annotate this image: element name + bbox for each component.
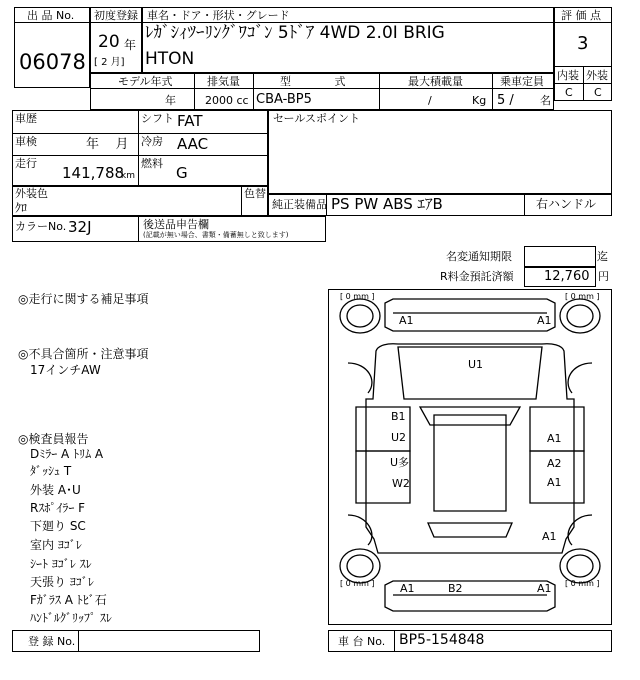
defects-title: ◎不具合箇所・注意事項 bbox=[18, 347, 149, 361]
color-number: 32J bbox=[68, 218, 92, 236]
documents-note: (記載が無い場合、書類・備蓄無しと致します) bbox=[143, 231, 289, 239]
transfer-deadline-unit: 迄 bbox=[597, 250, 608, 263]
mark-left-rear-door-2: W2 bbox=[392, 477, 410, 490]
mileage: 141,788 bbox=[62, 164, 125, 182]
chassis-number: BP5-154848 bbox=[399, 632, 485, 648]
interior-grade: C bbox=[565, 86, 573, 99]
equipment-label: 純正装備品 bbox=[272, 198, 327, 211]
driving-notes-title: ◎走行に関する補足事項 bbox=[18, 292, 149, 306]
inspector-item: Dﾐﾗｰ A ﾄﾘﾑ A bbox=[30, 447, 104, 461]
car-name: ﾚｶﾞｼｨﾂｰﾘﾝｸﾞﾜｺﾞﾝ 5ﾄﾞｱ 4WD 2.0I BRIG bbox=[145, 23, 445, 43]
inspector-item: ﾊﾝﾄﾞﾙｸﾞﾘｯﾌﾟ ｽﾚ bbox=[30, 611, 112, 625]
ac: AAC bbox=[177, 135, 209, 153]
inspector-item: ｼｰﾄ ﾖｺﾞﾚ ｽﾚ bbox=[30, 557, 92, 571]
tire-front-right-label: [ 0 mm ] bbox=[565, 292, 600, 301]
mileage-unit: km bbox=[121, 171, 135, 181]
lot-number: 06078 bbox=[19, 50, 86, 74]
inspector-item: Fｶﾞﾗｽ A ﾄﾋﾞ石 bbox=[30, 593, 107, 607]
capacity-label: 乗車定員 bbox=[500, 75, 544, 88]
recycle-fee-label: R料金預託済額 bbox=[440, 270, 514, 283]
max-load-value: / bbox=[428, 94, 432, 107]
exterior-color-label: 外装色 bbox=[15, 187, 48, 200]
exterior-grade: C bbox=[594, 86, 602, 99]
mark-right-rear-fender: A1 bbox=[542, 530, 557, 543]
inspector-item: Rｽﾎﾟｲﾗｰ F bbox=[30, 501, 86, 515]
inspector-item: 室内 ﾖｺﾞﾚ bbox=[30, 538, 82, 552]
tire-front-left-label: [ 0 mm ] bbox=[340, 292, 375, 301]
transfer-deadline-label: 名変通知期限 bbox=[446, 250, 512, 263]
lot-number-label: 出 品 No. bbox=[27, 9, 75, 22]
inspector-item: 外装 A･U bbox=[30, 483, 81, 497]
exterior-label: 外装 bbox=[586, 69, 608, 82]
score-label: 評 価 点 bbox=[561, 9, 601, 22]
tire-rear-right-label: [ 0 mm ] bbox=[565, 579, 600, 588]
mark-left-front-door-2: U2 bbox=[391, 431, 407, 444]
car-outline bbox=[328, 289, 612, 625]
interior-label: 内装 bbox=[557, 69, 579, 82]
mileage-label: 走行 bbox=[15, 157, 37, 170]
inspector-item: 天張り ﾖｺﾞﾚ bbox=[30, 575, 94, 589]
shift-label: シフト bbox=[141, 112, 174, 125]
car-name-label: 車名・ドア・形状・グレード bbox=[147, 9, 290, 22]
history-label: 車歴 bbox=[15, 112, 37, 125]
recycle-fee-unit: 円 bbox=[598, 270, 609, 283]
mark-front-bumper-right: A1 bbox=[537, 314, 552, 327]
year-unit: 年 bbox=[124, 38, 137, 52]
inspector-item: 下廻り SC bbox=[30, 519, 86, 533]
mark-left-rear-door: U多 bbox=[390, 456, 410, 469]
first-registration-label: 初度登録 bbox=[94, 9, 138, 22]
details-table bbox=[12, 110, 268, 186]
mark-rear-right: A1 bbox=[537, 582, 552, 595]
exterior-color: ｸﾛ bbox=[15, 201, 28, 215]
equipment: PS PW ABS ｴｱB bbox=[331, 195, 443, 213]
registration-number-label: 登 録 No. bbox=[28, 635, 76, 648]
score-value: 3 bbox=[577, 33, 589, 54]
mark-front-bumper-left: A1 bbox=[399, 314, 414, 327]
inspector-item: ﾀﾞｯｼｭ T bbox=[30, 464, 72, 478]
max-load-unit: Kg bbox=[472, 94, 487, 107]
color-number-label: カラーNo. bbox=[15, 220, 67, 233]
steering: 右ハンドル bbox=[536, 197, 597, 211]
inspector-report-title: ◎検査員報告 bbox=[18, 432, 89, 446]
mark-right-front-door: A1 bbox=[547, 432, 562, 445]
max-load-label: 最大積載量 bbox=[408, 75, 463, 88]
fuel-label: 燃料 bbox=[141, 157, 163, 170]
exterior-color-box bbox=[12, 186, 268, 216]
displacement-label: 排気量 bbox=[207, 75, 240, 88]
inspection-value: 年 月 bbox=[86, 137, 129, 152]
sales-points-label: セールスポイント bbox=[273, 112, 361, 125]
mark-right-rear-door: A2 bbox=[547, 457, 562, 470]
mark-left-front-door: B1 bbox=[391, 410, 406, 423]
capacity-unit: 名 bbox=[540, 94, 551, 107]
fuel: G bbox=[176, 164, 188, 182]
mark-hood: U1 bbox=[468, 358, 484, 371]
documents-label: 後送品申告欄 bbox=[143, 218, 209, 231]
car-name-continued: HTON bbox=[145, 49, 195, 69]
mark-rear-center: B2 bbox=[448, 582, 463, 595]
transfer-deadline-box bbox=[524, 246, 596, 267]
mark-right-rear-door-2: A1 bbox=[547, 476, 562, 489]
capacity-value: 5 / bbox=[497, 93, 514, 108]
displacement: 2000 cc bbox=[205, 94, 249, 107]
model-year-label: モデル年式 bbox=[118, 75, 173, 88]
mark-rear-left: A1 bbox=[400, 582, 415, 595]
chassis-number-label: 車 台 No. bbox=[338, 635, 386, 648]
ac-label: 冷房 bbox=[141, 135, 163, 148]
first-registration-month: [ 2 月] bbox=[94, 57, 125, 68]
inspection-label: 車検 bbox=[15, 135, 37, 148]
recycle-fee: 12,760 bbox=[544, 269, 590, 284]
shift: FAT bbox=[177, 112, 203, 130]
tire-rear-left-label: [ 0 mm ] bbox=[340, 579, 375, 588]
defect-item: 17インチAW bbox=[30, 363, 101, 377]
first-registration-year: 20 bbox=[98, 32, 120, 52]
model-code: CBA-BP5 bbox=[256, 92, 312, 107]
model-code-label: 型 式 bbox=[280, 75, 346, 88]
color-change-label: 色替 bbox=[244, 187, 266, 200]
model-year-unit: 年 bbox=[165, 94, 176, 107]
